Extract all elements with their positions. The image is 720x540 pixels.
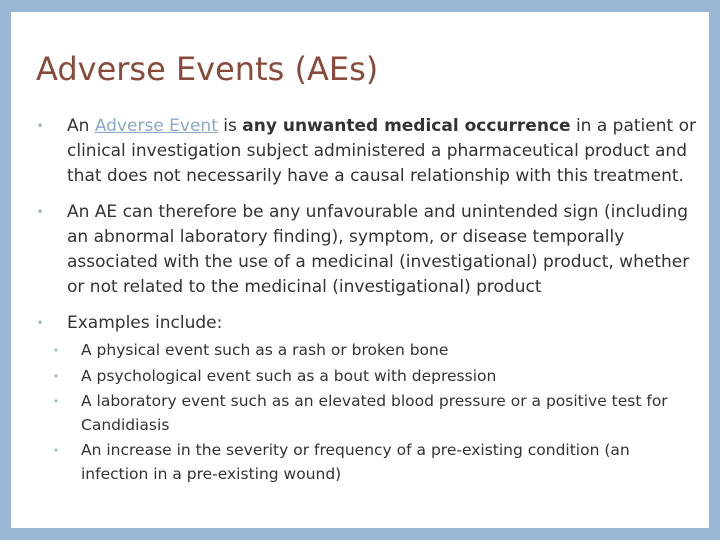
- example-text: An increase in the severity or frequency of a pre-existing condition (an infection in a pre-existing wound): [81, 441, 630, 483]
- bullet-icon: •: [36, 205, 44, 219]
- bullet-text: Examples include:: [67, 313, 223, 333]
- slide-content: [33, 114, 697, 488]
- bullet-text-prefix: An: [67, 116, 95, 136]
- bullet-ae-scope: [33, 200, 697, 300]
- bullet-examples-heading: [33, 311, 697, 336]
- bullet-text-mid: is: [217, 116, 243, 136]
- example-text: A laboratory event such as an elevated blood pressure or a positive test for Candidiasis: [81, 392, 668, 434]
- adverse-event-term: Adverse Event: [94, 116, 218, 136]
- slide: [11, 12, 709, 528]
- example-item: [33, 390, 697, 437]
- bullet-ae-definition: [33, 114, 697, 189]
- example-item: [33, 365, 697, 389]
- examples-list: [33, 339, 697, 486]
- bullet-icon: •: [52, 344, 60, 357]
- example-item: [33, 439, 697, 486]
- example-item: [33, 339, 697, 363]
- bullet-text: An AE can therefore be any unfavourable and unintended sign (including an abnormal laboratory finding), symptom, or disease temporally associated with the use of a medicinal (investigational) product, whether or not related to the medicinal (investigational) product: [67, 202, 690, 297]
- example-text: A physical event such as a rash or broken bone: [81, 341, 449, 359]
- slide-title: Adverse Events (AEs): [36, 50, 379, 88]
- example-text: A psychological event such as a bout with depression: [81, 366, 497, 385]
- bullet-icon: •: [52, 444, 60, 457]
- bullet-strong-text: any unwanted medical occurrence: [242, 116, 571, 136]
- bullet-icon: •: [52, 395, 60, 408]
- bullet-icon: •: [36, 316, 44, 330]
- bullet-icon: •: [52, 369, 60, 383]
- bullet-text-suffix: in a patient or clinical investigation subject administered a pharmaceutical product and that does not necessarily have a causal relationship with this treatment.: [67, 116, 696, 186]
- bullet-icon: •: [36, 119, 44, 133]
